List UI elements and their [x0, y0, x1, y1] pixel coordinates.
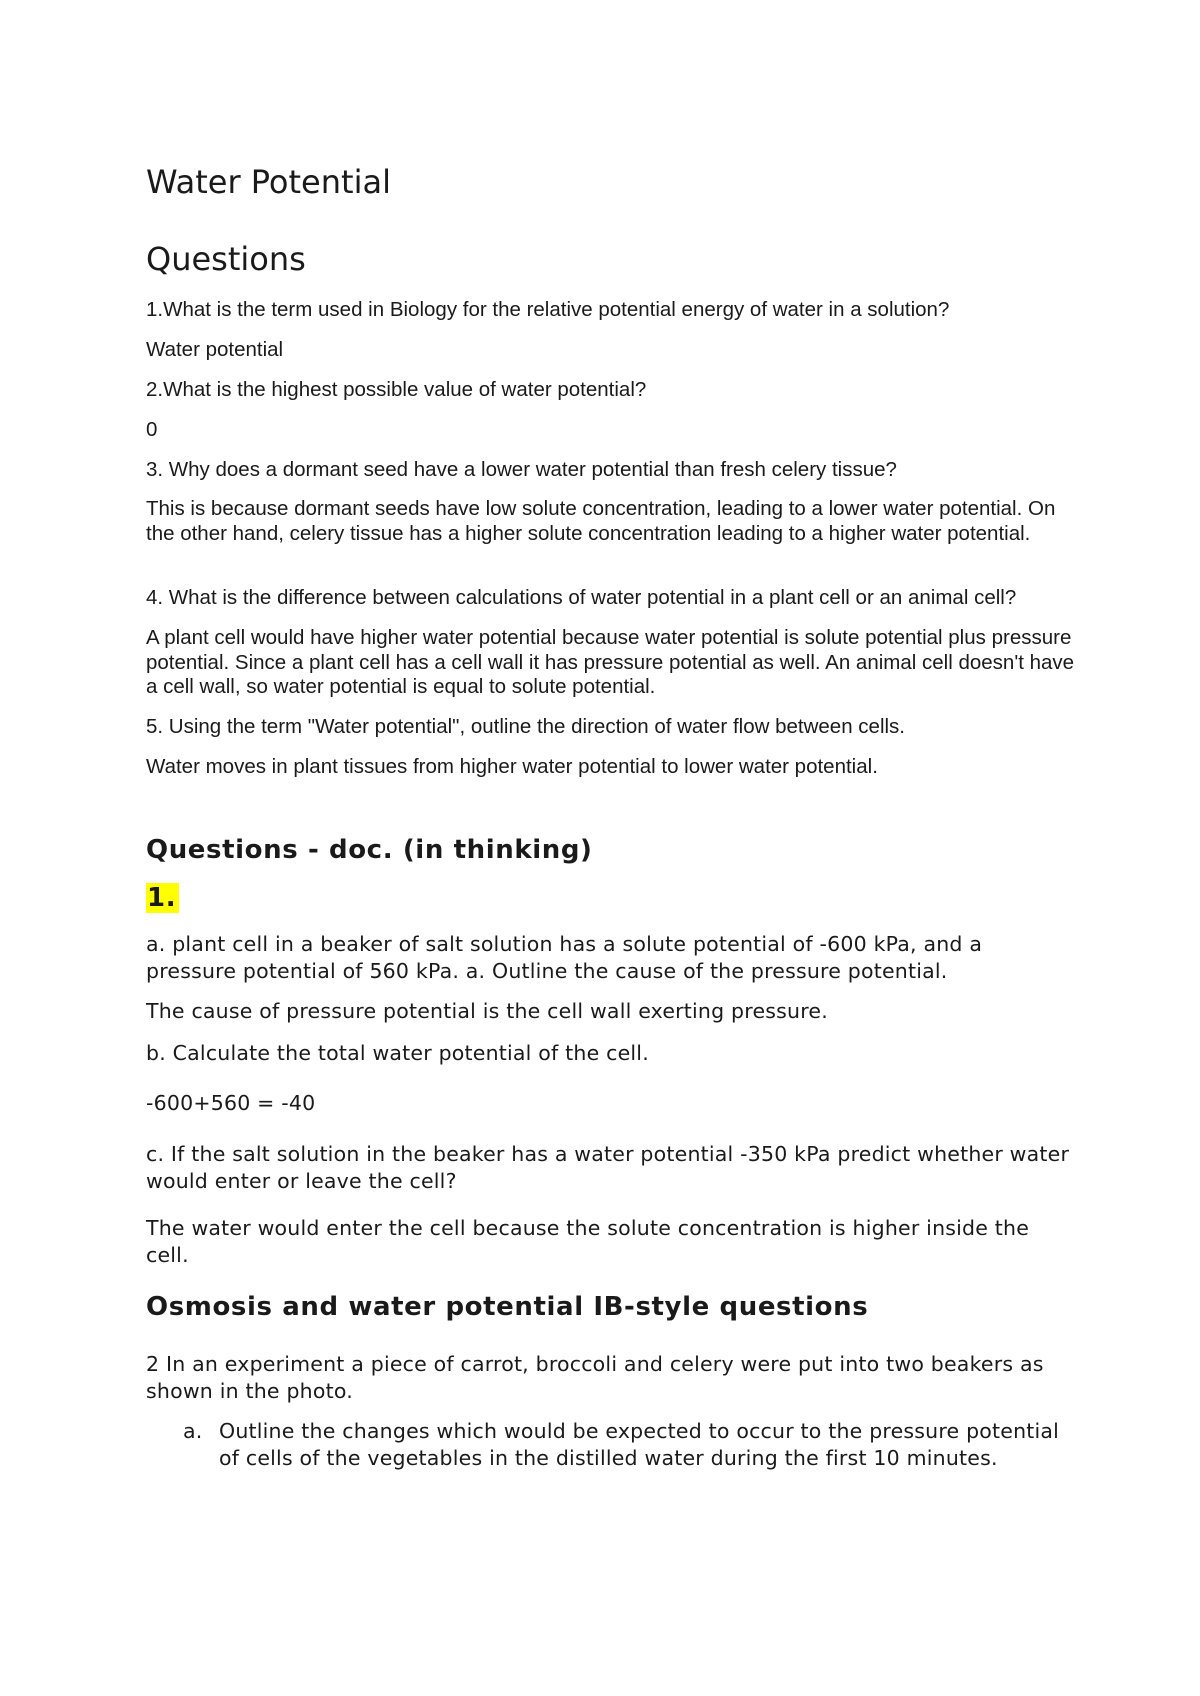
doc-question-a: a. plant cell in a beaker of salt solution has a solute potential of -600 kPa, and a pressure potential of 560 kPa. a. Outline the cause of the pressure potential.: [146, 932, 983, 983]
question-5: 5. Using the term "Water potential", outline the direction of water flow between cells.: [146, 715, 906, 738]
doc-answer-c: The water would enter the cell because the solute concentration is higher inside the cell.: [146, 1216, 1030, 1267]
question-1: 1.What is the term used in Biology for the relative potential energy of water in a solution?: [146, 298, 950, 321]
doc-question-number: [146, 883, 179, 913]
question-2: 2.What is the highest possible value of water potential?: [146, 378, 647, 401]
list-marker-a: a.: [183, 1419, 203, 1443]
answer-2: 0: [146, 418, 158, 441]
questions-heading: Questions: [146, 240, 306, 278]
doc-question-b: b. Calculate the total water potential of the cell.: [146, 1041, 649, 1065]
doc-answer-a: The cause of pressure potential is the cell wall exerting pressure.: [146, 999, 828, 1023]
ib-heading: Osmosis and water potential IB-style questions: [146, 1292, 869, 1322]
question-4: 4. What is the difference between calculations of water potential in a plant cell or an animal cell?: [146, 586, 1017, 609]
question-3: 3. Why does a dormant seed have a lower water potential than fresh celery tissue?: [146, 458, 897, 481]
answer-4: A plant cell would have higher water potential because water potential is solute potential plus pressure potential. Since a plant cell has a cell wall it has pressure potential as well. An animal cell doesn't have a cell wall, so water potential is equal to solute potential.: [146, 626, 1075, 698]
doc-question-c: c. If the salt solution in the beaker has a water potential -350 kPa predict whether water would enter or leave the cell?: [146, 1142, 1070, 1193]
doc-questions-heading: Questions - doc. (in thinking): [146, 835, 593, 865]
doc-answer-b: -600+560 = -40: [146, 1091, 316, 1115]
document-title: Water Potential: [146, 163, 391, 201]
ib-question-2: 2 In an experiment a piece of carrot, broccoli and celery were put into two beakers as shown in the photo.: [146, 1352, 1044, 1403]
list-item-a: Outline the changes which would be expected to occur to the pressure potential of cells of the vegetables in the distilled water during the first 10 minutes.: [219, 1419, 1060, 1470]
highlighted-number: 1.: [146, 883, 179, 913]
answer-3: This is because dormant seeds have low solute concentration, leading to a lower water potential. On the other hand, celery tissue has a higher solute concentration leading to a higher water potential.: [146, 497, 1056, 545]
answer-5: Water moves in plant tissues from higher water potential to lower water potential.: [146, 755, 878, 778]
answer-1: Water potential: [146, 338, 284, 361]
